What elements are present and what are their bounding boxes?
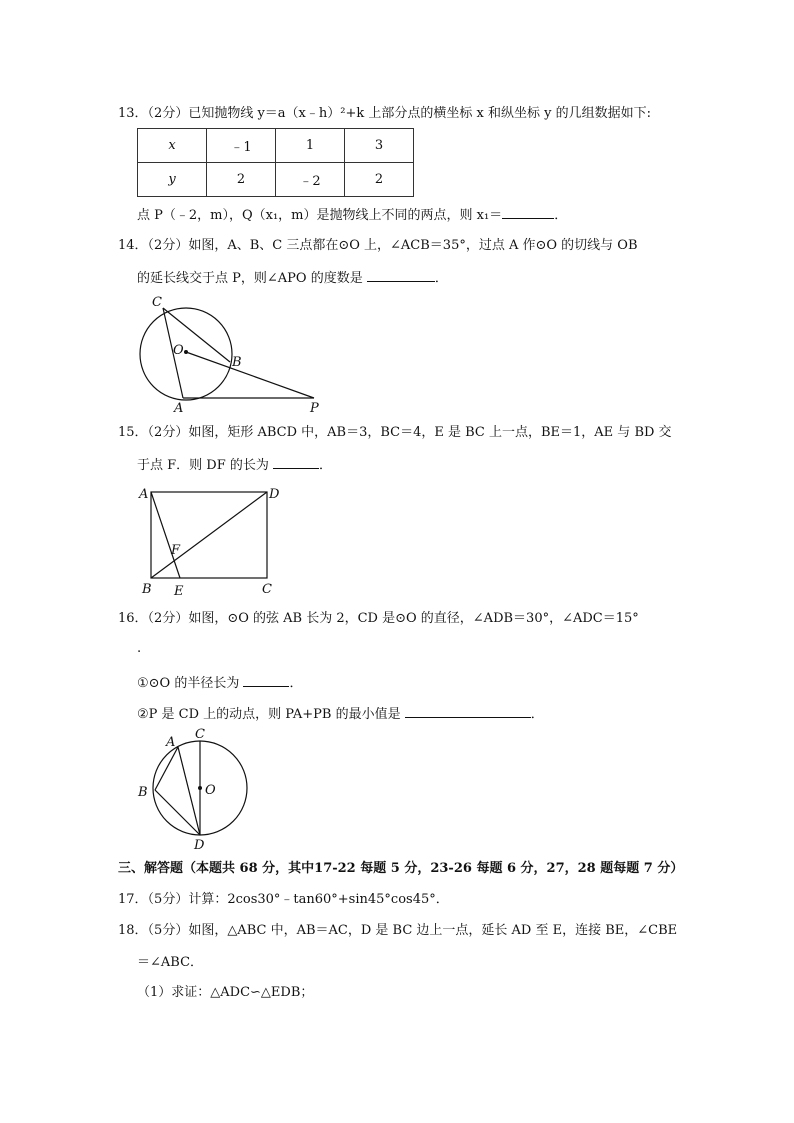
- answer-blank[interactable]: [243, 674, 289, 687]
- label-b: B: [138, 785, 148, 800]
- q14-line2-wrap: 的延长线交于点 P，则∠APO 的度数是 ．: [137, 271, 448, 286]
- table-cell: ﹣1: [207, 129, 276, 163]
- label-f: F: [171, 543, 181, 558]
- label-b: B: [232, 355, 242, 370]
- q15-figure: [135, 482, 285, 602]
- label-a: A: [174, 401, 184, 416]
- q16-sub2-wrap: ②P 是 CD 上的动点，则 PA+PB 的最小值是 ．: [137, 707, 544, 722]
- answer-blank[interactable]: [502, 206, 554, 219]
- label-b: B: [142, 582, 152, 597]
- q16-line1: 16．（2分）如图，⊙O 的弦 AB 长为 2，CD 是⊙O 的直径，∠ADB＝30°，∠ADC＝15°: [118, 611, 639, 626]
- label-a: A: [139, 487, 149, 502]
- label-o: O: [173, 343, 184, 358]
- answer-blank[interactable]: [405, 705, 531, 718]
- q16-sub1-wrap: ①⊙O 的半径长为 ．: [137, 676, 303, 691]
- q13-data-table: [137, 128, 414, 197]
- q13-question-line: 点 P（﹣2，m），Q（x₁，m）是抛物线上不同的两点，则 x₁＝ ．: [137, 208, 568, 223]
- chord-ad: [178, 747, 200, 835]
- q15-line2: 于点 F．则 DF 的长为: [137, 458, 269, 473]
- label-p: P: [310, 401, 319, 416]
- table-cell: x: [138, 129, 207, 163]
- segment-op: [186, 352, 314, 398]
- q16-sub1: ①⊙O 的半径长为: [137, 676, 240, 691]
- chord-bd: [155, 790, 200, 835]
- label-e: E: [174, 584, 184, 599]
- q16-line1b: .: [137, 641, 142, 656]
- label-d: D: [269, 487, 280, 502]
- answer-blank[interactable]: [367, 269, 435, 282]
- q16-figure: [134, 726, 264, 852]
- center-point: [198, 786, 202, 790]
- table-cell: 2: [345, 163, 414, 197]
- label-c: C: [262, 582, 272, 597]
- q14-figure: [120, 290, 340, 420]
- q13-after-text: 点 P（﹣2，m），Q（x₁，m）是抛物线上不同的两点，则 x₁＝: [137, 208, 503, 223]
- q18-part1: （1）求证：△ADC∽△EDB；: [137, 985, 314, 1000]
- section-3-heading: 三、解答题（本题共 68 分，其中17-22 每题 5 分，23-26 每题 6 分，27，28 题每题 7 分）: [118, 861, 684, 876]
- q16-sub2: ②P 是 CD 上的动点，则 PA+PB 的最小值是: [137, 707, 401, 722]
- table-cell: ﹣2: [276, 163, 345, 197]
- label-d: D: [194, 838, 205, 853]
- q18-line1: 18．（5分）如图，△ABC 中，AB＝AC，D 是 BC 边上一点，延长 AD 至 E，连接 BE，∠CBE: [118, 923, 678, 938]
- chord-ab: [155, 747, 178, 790]
- label-a: A: [166, 735, 176, 750]
- q17-text: 17．（5分）计算：2cos30°﹣tan60°+sin45°cos45°．: [118, 892, 449, 907]
- center-point: [184, 350, 188, 354]
- q14-line2: 的延长线交于点 P，则∠APO 的度数是: [137, 271, 363, 286]
- label-c: C: [152, 295, 162, 310]
- table-cell: 2: [207, 163, 276, 197]
- q15-line2-wrap: 于点 F．则 DF 的长为 ．: [137, 458, 333, 473]
- segment-ae: [151, 492, 180, 578]
- q13-stem: 13．（2分）已知抛物线 y＝a（x﹣h）²+k 上部分点的横坐标 x 和纵坐标 y 的几组数据如下:: [118, 106, 651, 121]
- q15-line1: 15．（2分）如图，矩形 ABCD 中，AB＝3，BC＝4，E 是 BC 上一点，BE＝1，AE 与 BD 交: [118, 425, 672, 440]
- q18-line2: ＝∠ABC．: [137, 955, 204, 970]
- table-row: [138, 129, 414, 163]
- table-cell: 1: [276, 129, 345, 163]
- label-c: C: [195, 727, 205, 742]
- segment-bd: [151, 492, 267, 578]
- q14-line1: 14．（2分）如图，A、B、C 三点都在⊙O 上，∠ACB＝35°，过点 A 作⊙O 的切线与 OB: [118, 238, 638, 253]
- answer-blank[interactable]: [273, 456, 319, 469]
- table-row: [138, 163, 414, 197]
- label-o: O: [205, 783, 216, 798]
- table-cell: y: [138, 163, 207, 197]
- table-cell: 3: [345, 129, 414, 163]
